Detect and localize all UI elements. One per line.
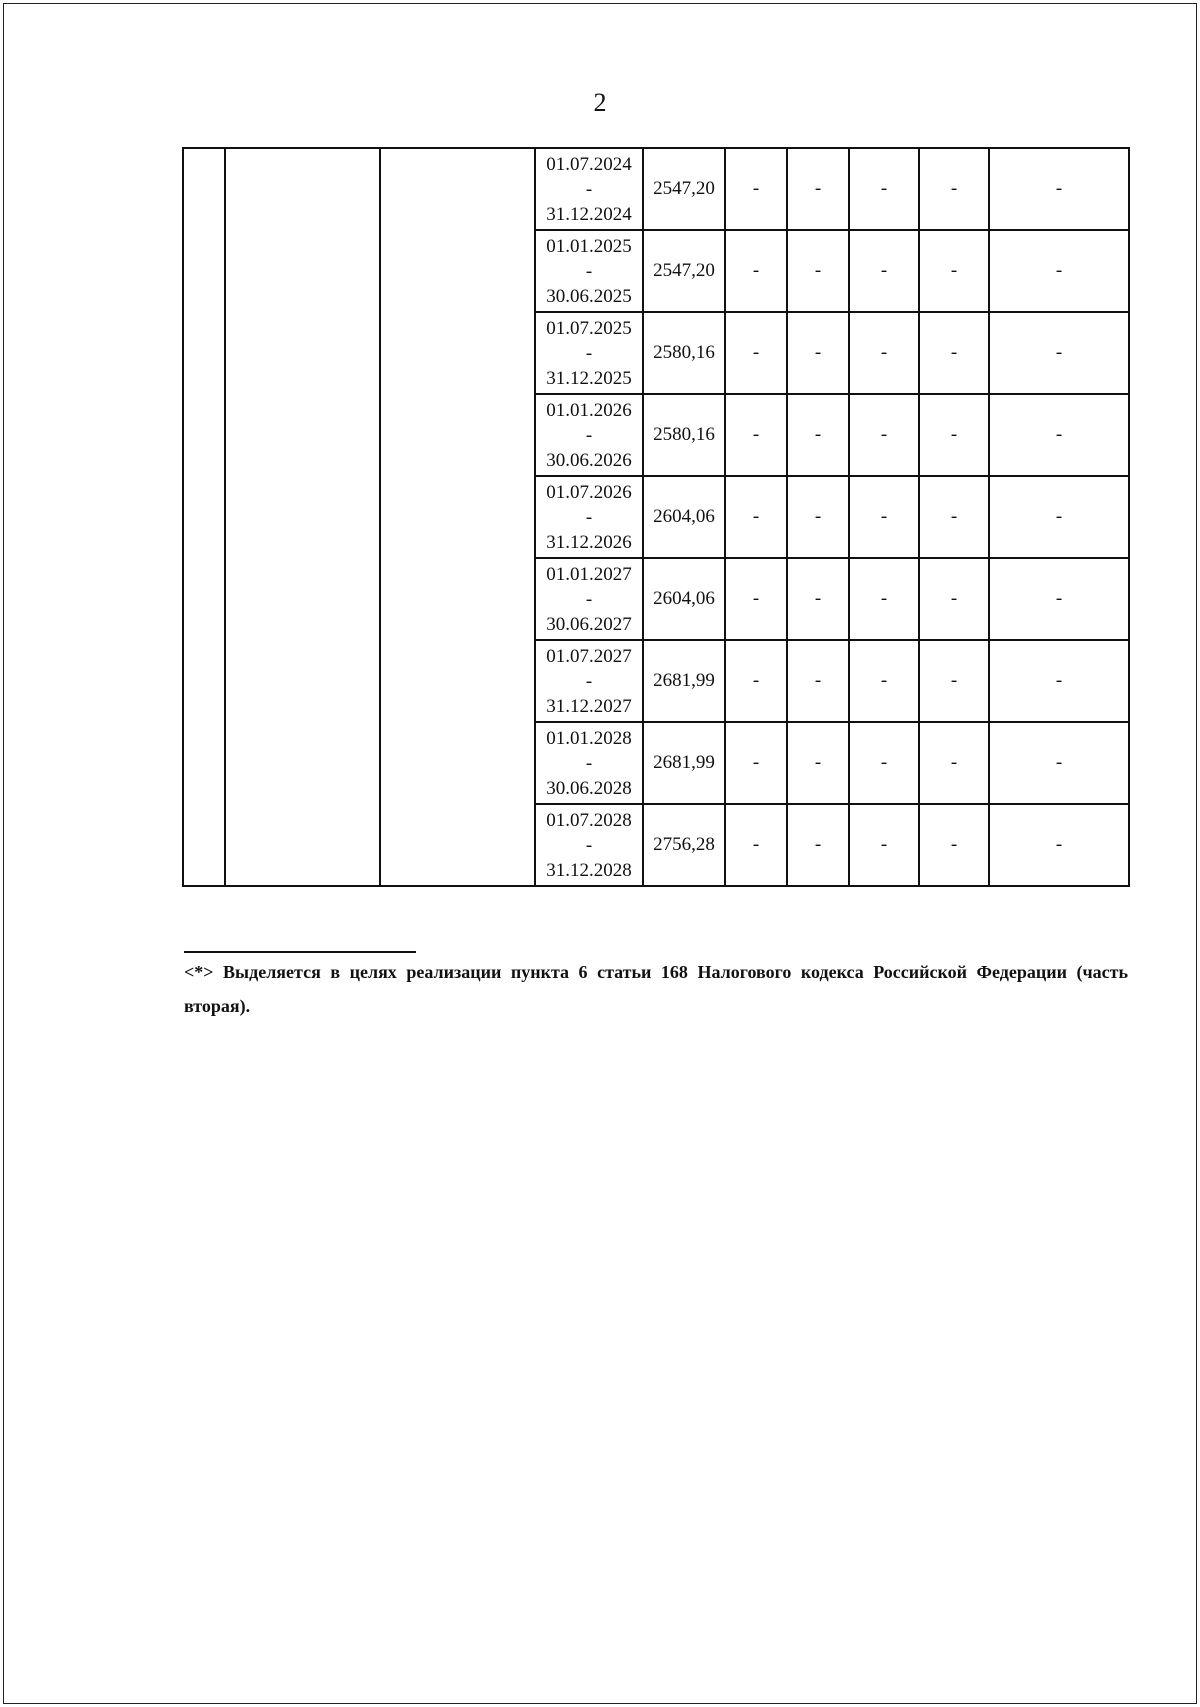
period-start: 01.07.2027 — [546, 645, 632, 667]
empty-value-dash: - — [725, 558, 787, 640]
empty-value-dash: - — [849, 558, 919, 640]
empty-value-dash: - — [989, 640, 1129, 722]
period-end: 31.12.2026 — [546, 531, 632, 553]
period-separator: - — [585, 834, 593, 856]
period-separator: - — [585, 506, 593, 528]
empty-value-dash: - — [849, 722, 919, 804]
period-cell — [535, 394, 643, 476]
period-cell — [535, 148, 643, 230]
period-start: 01.01.2027 — [546, 563, 632, 585]
empty-value-dash: - — [849, 640, 919, 722]
tariff-value: 2580,16 — [643, 312, 725, 394]
empty-value-dash: - — [725, 312, 787, 394]
footnote-rule — [184, 951, 416, 953]
empty-value-dash: - — [989, 804, 1129, 886]
period-separator: - — [585, 178, 593, 200]
blank-col-3 — [380, 148, 535, 886]
empty-value-dash: - — [919, 312, 989, 394]
empty-value-dash: - — [849, 476, 919, 558]
period-separator: - — [585, 752, 593, 774]
empty-value-dash: - — [787, 312, 849, 394]
empty-value-dash: - — [919, 476, 989, 558]
period-cell — [535, 640, 643, 722]
empty-value-dash: - — [725, 394, 787, 476]
empty-value-dash: - — [919, 230, 989, 312]
empty-value-dash: - — [787, 722, 849, 804]
empty-value-dash: - — [919, 722, 989, 804]
period-cell — [535, 476, 643, 558]
period-start: 01.07.2024 — [546, 153, 632, 175]
tariff-value: 2547,20 — [643, 148, 725, 230]
period-cell — [535, 804, 643, 886]
table-row — [183, 148, 1129, 230]
tariff-value: 2681,99 — [643, 640, 725, 722]
empty-value-dash: - — [787, 804, 849, 886]
footnote-text: <*> Выделяется в целях реализации пункта 6 статьи 168 Налогового кодекса Российской Федерации (часть вторая). — [184, 962, 1128, 1016]
empty-value-dash: - — [849, 148, 919, 230]
tariff-value: 2681,99 — [643, 722, 725, 804]
period-start: 01.07.2026 — [546, 481, 632, 503]
blank-col-2 — [225, 148, 380, 886]
empty-value-dash: - — [725, 148, 787, 230]
tariff-value: 2756,28 — [643, 804, 725, 886]
empty-value-dash: - — [849, 230, 919, 312]
empty-value-dash: - — [989, 476, 1129, 558]
table-body — [183, 148, 1129, 886]
period-separator: - — [585, 424, 593, 446]
period-cell — [535, 230, 643, 312]
empty-value-dash: - — [989, 230, 1129, 312]
empty-value-dash: - — [787, 230, 849, 312]
period-end: 31.12.2025 — [546, 367, 632, 389]
empty-value-dash: - — [989, 148, 1129, 230]
empty-value-dash: - — [989, 312, 1129, 394]
empty-value-dash: - — [849, 312, 919, 394]
blank-col-1 — [183, 148, 225, 886]
period-cell — [535, 558, 643, 640]
period-separator: - — [585, 670, 593, 692]
period-cell — [535, 722, 643, 804]
empty-value-dash: - — [725, 230, 787, 312]
tariff-value: 2604,06 — [643, 476, 725, 558]
empty-value-dash: - — [989, 722, 1129, 804]
empty-value-dash: - — [919, 640, 989, 722]
empty-value-dash: - — [725, 722, 787, 804]
empty-value-dash: - — [919, 394, 989, 476]
period-cell — [535, 312, 643, 394]
period-start: 01.07.2025 — [546, 317, 632, 339]
empty-value-dash: - — [787, 476, 849, 558]
period-end: 31.12.2024 — [546, 203, 632, 225]
period-separator: - — [585, 260, 593, 282]
empty-value-dash: - — [725, 640, 787, 722]
period-separator: - — [585, 588, 593, 610]
empty-value-dash: - — [989, 394, 1129, 476]
period-start: 01.01.2026 — [546, 399, 632, 421]
tariff-value: 2580,16 — [643, 394, 725, 476]
empty-value-dash: - — [989, 558, 1129, 640]
page-number: 2 — [593, 88, 607, 117]
empty-value-dash: - — [919, 804, 989, 886]
period-end: 30.06.2027 — [546, 613, 632, 635]
period-end: 30.06.2025 — [546, 285, 632, 307]
tariff-value: 2604,06 — [643, 558, 725, 640]
empty-value-dash: - — [787, 394, 849, 476]
period-end: 31.12.2028 — [546, 859, 632, 881]
period-start: 01.01.2025 — [546, 235, 632, 257]
empty-value-dash: - — [787, 640, 849, 722]
period-end: 31.12.2027 — [546, 695, 632, 717]
period-start: 01.01.2028 — [546, 727, 632, 749]
tariff-value: 2547,20 — [643, 230, 725, 312]
empty-value-dash: - — [787, 148, 849, 230]
empty-value-dash: - — [725, 476, 787, 558]
empty-value-dash: - — [919, 148, 989, 230]
empty-value-dash: - — [849, 804, 919, 886]
empty-value-dash: - — [849, 394, 919, 476]
period-separator: - — [585, 342, 593, 364]
empty-value-dash: - — [725, 804, 787, 886]
tariff-table — [182, 147, 1130, 887]
period-end: 30.06.2026 — [546, 449, 632, 471]
period-start: 01.07.2028 — [546, 809, 632, 831]
period-end: 30.06.2028 — [546, 777, 632, 799]
empty-value-dash: - — [787, 558, 849, 640]
empty-value-dash: - — [919, 558, 989, 640]
